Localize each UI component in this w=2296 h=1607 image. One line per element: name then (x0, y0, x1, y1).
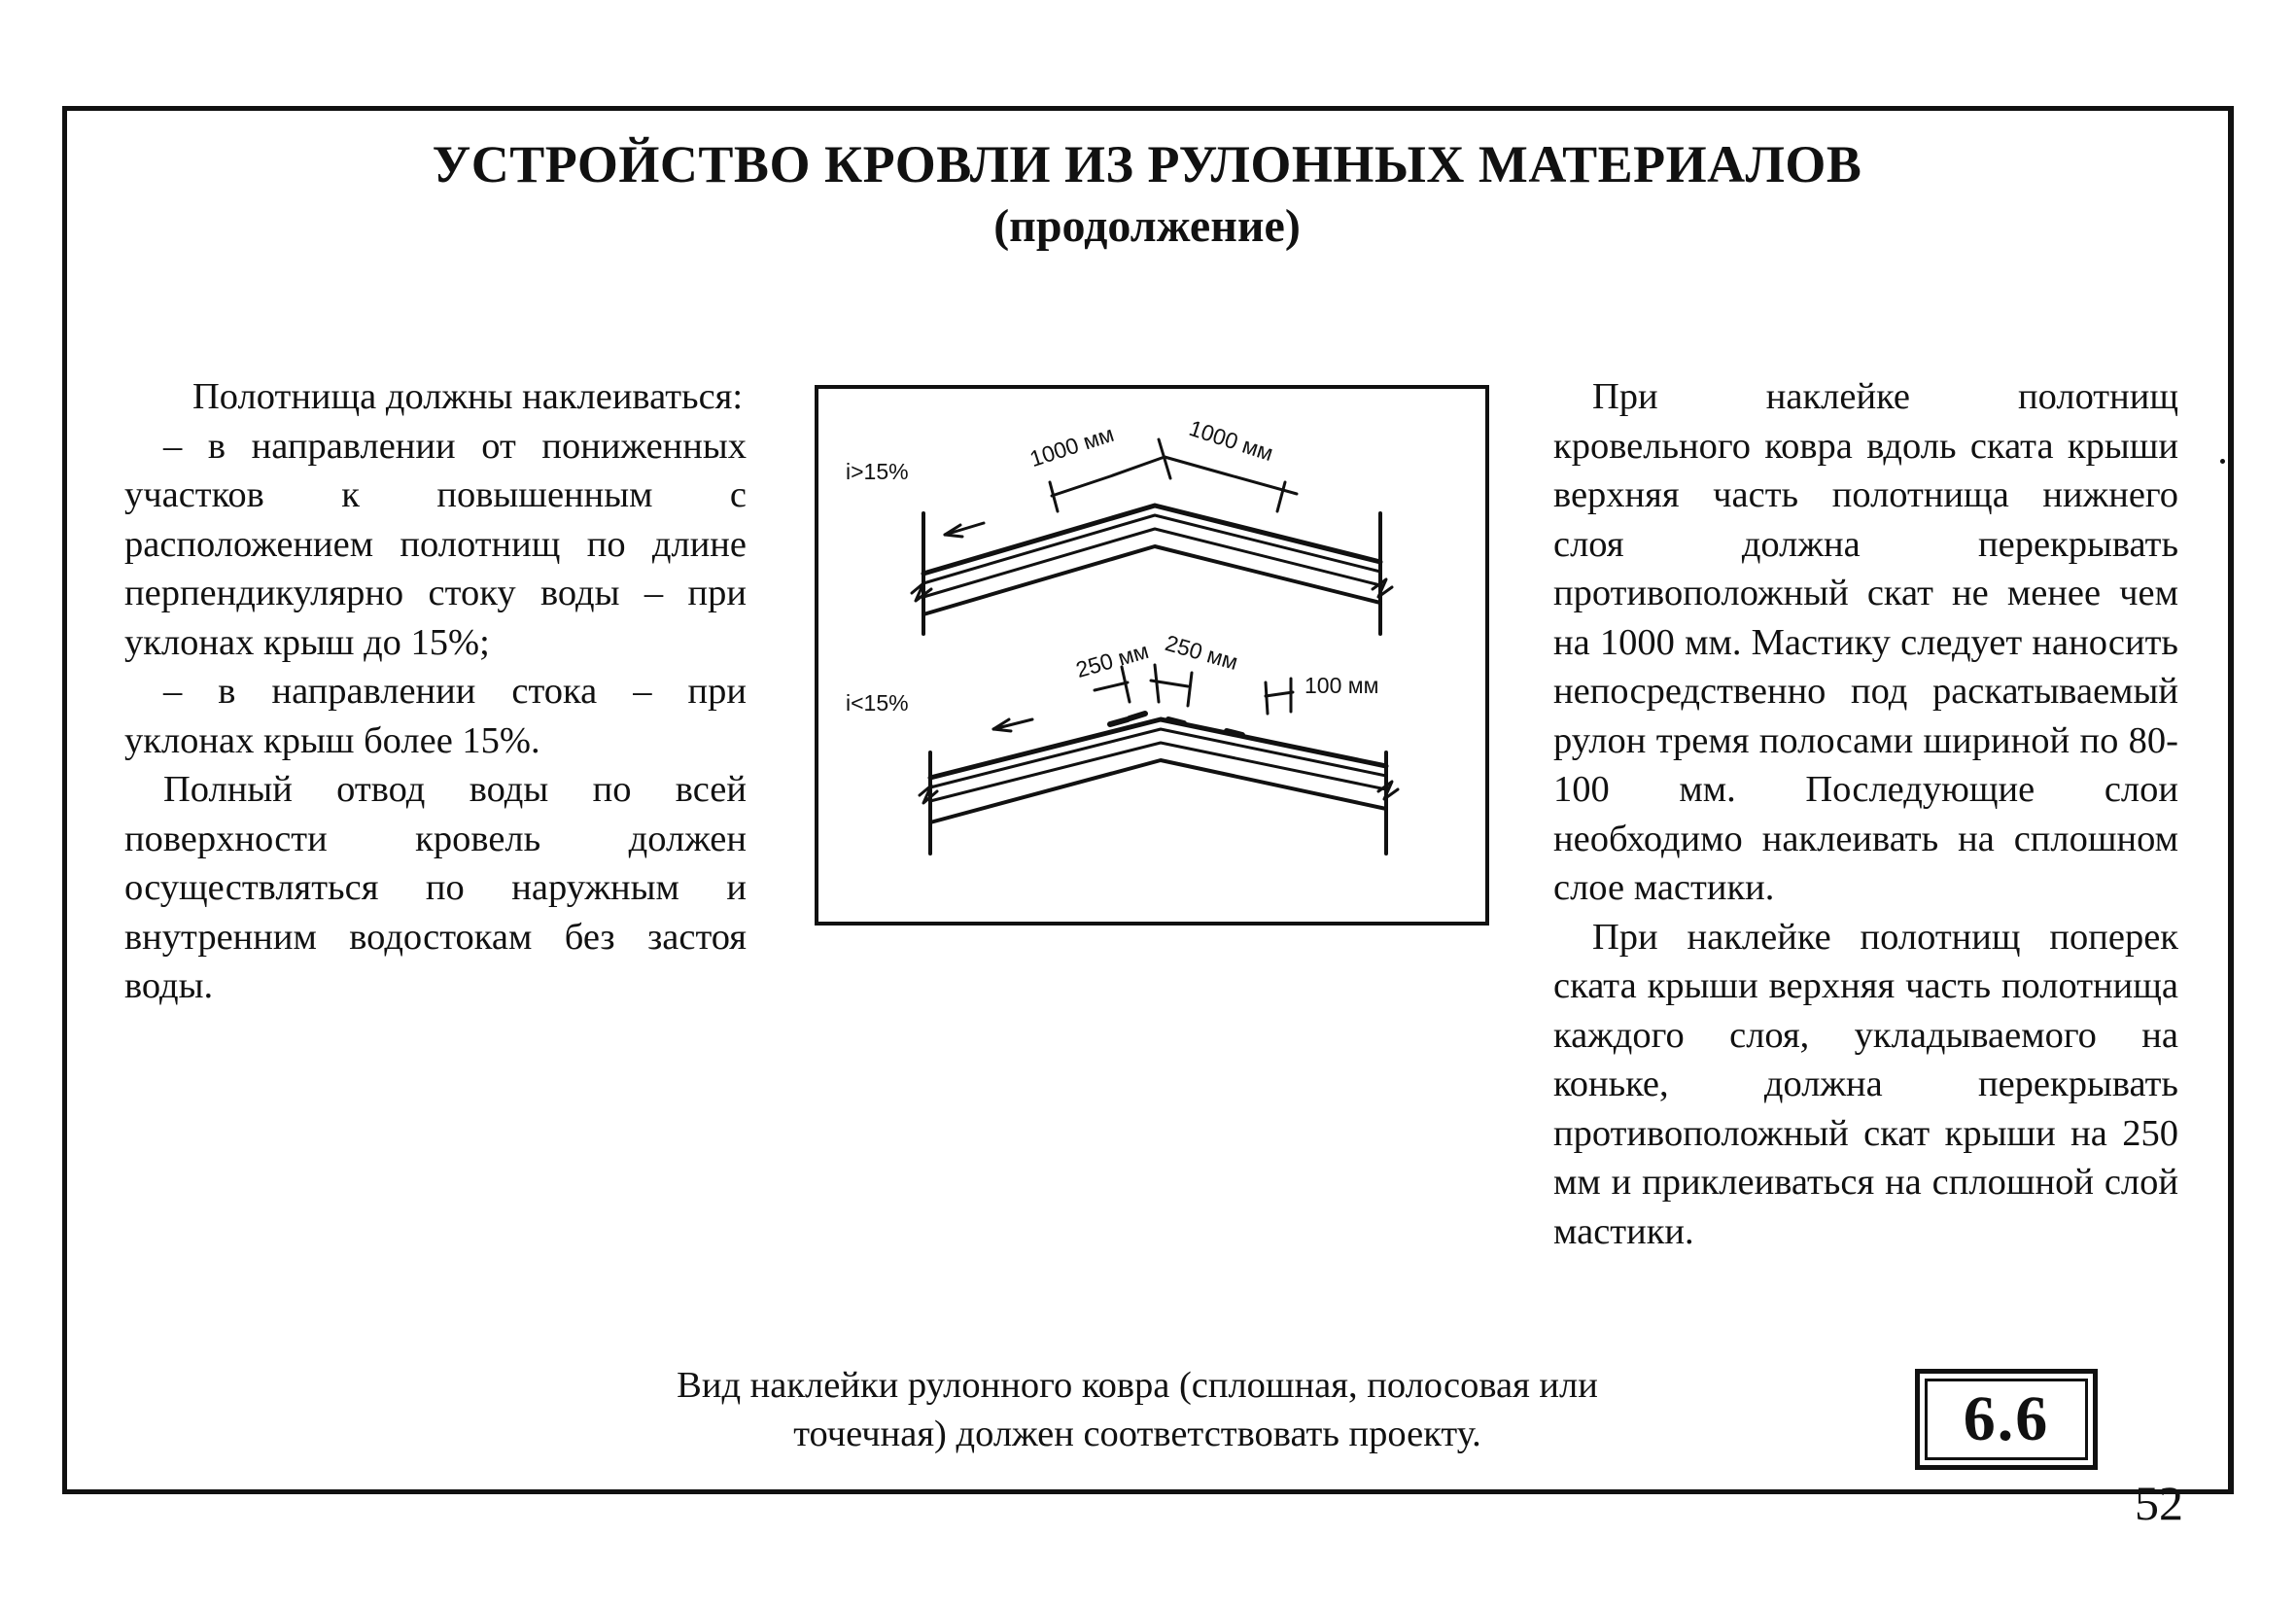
roof-deck (923, 546, 1380, 614)
page-title: УСТРОЙСТВО КРОВЛИ ИЗ РУЛОННЫХ МАТЕРИАЛОВ (432, 135, 1862, 193)
tick-mark (1277, 482, 1285, 511)
tick-mark (1155, 665, 1159, 702)
dimension-line-250-left (1095, 682, 1128, 690)
dimension-label-250-right: 250 мм (1162, 629, 1241, 676)
scan-speck (2220, 459, 2225, 464)
section-number: 6.6 (1963, 1383, 2050, 1454)
left-text-column (124, 372, 747, 1011)
dimension-line-1000-right (1165, 457, 1297, 494)
page-subtitle: (продолжение) (993, 200, 1301, 252)
tick-mark (1266, 682, 1268, 714)
dimension-label-250-left: 250 мм (1072, 637, 1152, 683)
right-paragraph-2: При наклейке полотнищ поперек ската крыши верхняя часть полотнища каждого слоя, укладываемого на коньке, должна перекрывать противоположный скат крыши на 250 мм и приклеиваться на сплошной слой мастики. (1553, 916, 2178, 1252)
dimension-line-100 (1266, 692, 1293, 696)
dimension-label-1000-left: 1000 мм (1026, 420, 1118, 472)
section-number-badge (1915, 1369, 2098, 1470)
break-mark-right (1373, 579, 1392, 597)
flow-arrow-shaft (945, 523, 984, 535)
page-number: 52 (2135, 1476, 2183, 1530)
right-paragraph-1: При наклейке полотнищ кровельного ковра вдоль ската крыши верхняя часть полотнища нижнего слоя должна перекрывать противоположный скат не менее чем на 1000 мм. Мастику следует наносить непосредственно под раскатываемый рулон тремя полосами шириной по 80-100 мм. Последующие слои необходимо наклеивать на сплошном слое мастики. (1553, 376, 2178, 908)
dimension-label-1000-right: 1000 мм (1186, 414, 1277, 467)
left-list-item-1: – в направлении от пониженных участков к повышенным с расположением полотнищ по длине перпендикулярно стоку воды – при уклонах крыш до 15%; (124, 425, 747, 663)
break-mark-right-lower (1378, 782, 1398, 799)
roof-diagram (815, 385, 1489, 926)
footer-note: Вид наклейки рулонного ковра (сплошная, полосовая или точечная) должен соответствовать проекту. (677, 1365, 1598, 1454)
left-list-item-2: – в направлении стока – при уклонах крыш более 15%. (124, 671, 747, 761)
tick-mark (1188, 673, 1192, 706)
roof-diagram-drawing (818, 389, 1485, 922)
slope-label-steep: i>15% (846, 459, 909, 484)
slope-label-gentle: i<15% (846, 690, 909, 716)
dimension-line-1000-left (1052, 457, 1165, 496)
left-paragraph-2: Полный отвод воды по всей поверхности кровель должен осуществляться по наружным и внутренним водостокам без застоя воды. (124, 769, 747, 1006)
left-intro: Полотнища должны наклеиваться: (192, 376, 744, 417)
right-text-column (1553, 372, 2178, 1256)
roof-layer-middle (923, 515, 1380, 583)
dimension-label-100: 100 мм (1305, 673, 1379, 698)
